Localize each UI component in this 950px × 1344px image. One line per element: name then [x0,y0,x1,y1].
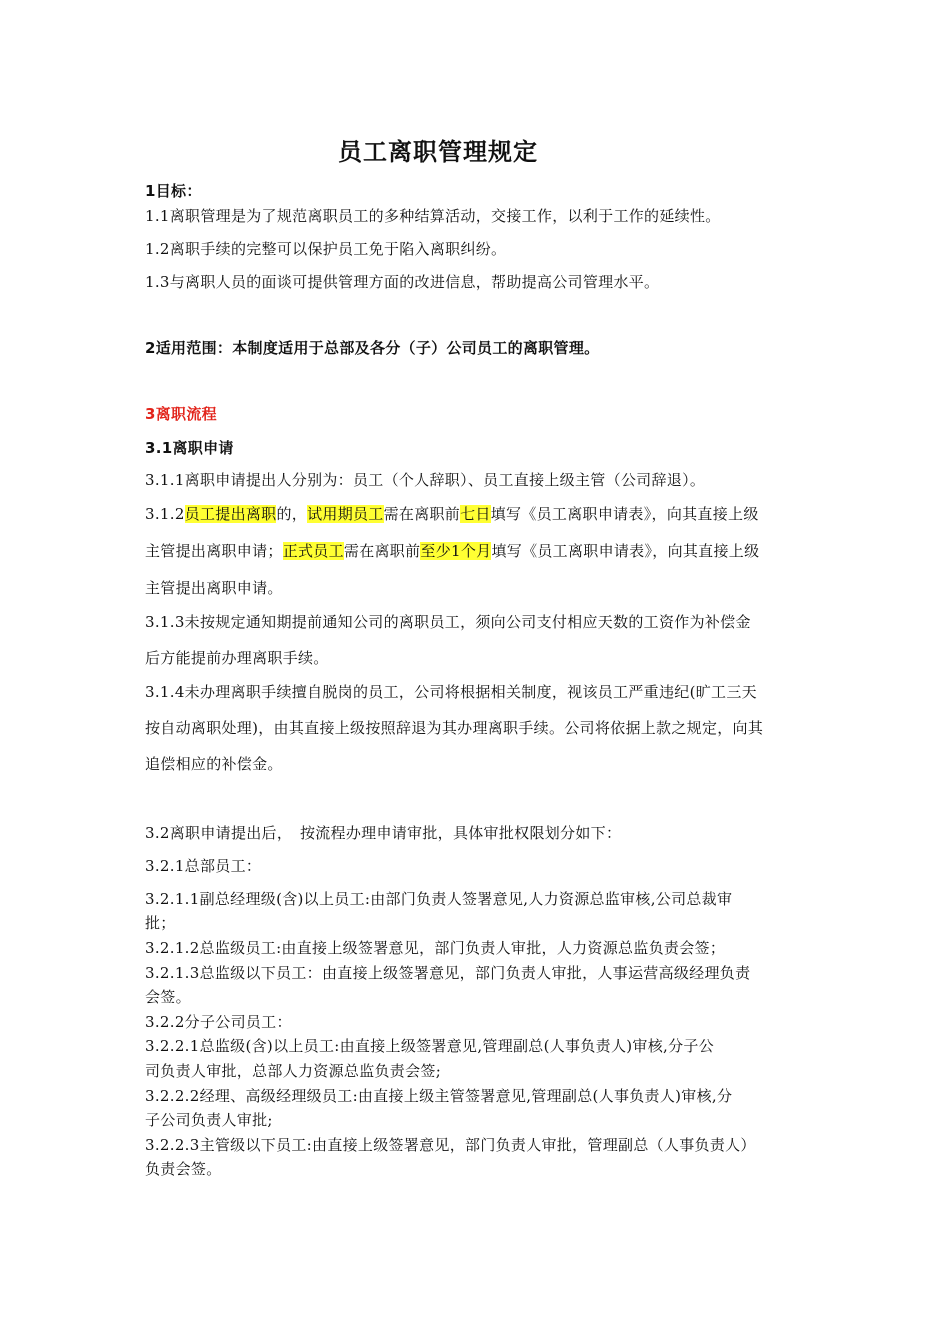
paragraph-3-2-1-1-line-2: 批； [145,914,176,932]
paragraph-3-2-2-1-line-1: 3.2.2.1总监级(含)以上员工:由直接上级签署意见,管理副总(人事负责人)审核,分子公 [145,1037,714,1055]
paragraph-1-2: 1.2离职手续的完整可以保护员工免于陷入离职纠纷。 [145,240,507,258]
highlight: 七日 [460,505,491,523]
highlight: 正式员工 [282,542,344,560]
section-3-heading: 3离职流程 [145,405,217,423]
paragraph-3-2-2-2-line-2: 子公司负责人审批; [145,1111,273,1129]
paragraph-3-2-1-1-line-1: 3.2.1.1副总经理级(含)以上员工:由部门负责人签署意见,人力资源总监审核,公司总裁审 [145,890,733,908]
paragraph-1-3: 1.3与离职人员的面谈可提供管理方面的改进信息，帮助提高公司管理水平。 [145,273,660,291]
text-run: 需在离职前 [343,542,421,560]
text-run: 主管提出离职申请； [145,542,283,560]
paragraph-3-1-3-line-1: 3.1.3未按规定通知期提前通知公司的离职员工，须向公司支付相应天数的工资作为补偿金 [145,613,751,631]
paragraph-3-2-1-3-line-1: 3.2.1.3总监级以下员工：由直接上级签署意见，部门负责人审批，人事运营高级经理负责 [145,964,751,982]
paragraph-3-1-4-line-3: 追偿相应的补偿金。 [145,755,283,773]
paragraph-3-2-1: 3.2.1总部员工： [145,857,262,875]
paragraph-3-2-2: 3.2.2分子公司员工： [145,1013,292,1031]
paragraph-3-2-2-3-line-2: 负责会签。 [145,1160,222,1178]
paragraph-3-2-2-3-line-1: 3.2.2.3主管级以下员工:由直接上级签署意见，部门负责人审批，管理副总（人事负责人） [145,1136,756,1154]
highlight: 试用期员工 [307,505,384,523]
section-3-1-heading: 3.1离职申请 [145,439,234,457]
section-2-heading: 2适用范围：本制度适用于总部及各分（子）公司员工的离职管理。 [145,339,600,357]
paragraph-3-2-2-2-line-1: 3.2.2.2经理、高级经理级员工:由直接上级主管签署意见,管理副总(人事负责人)审核,分 [145,1087,733,1105]
paragraph-3-1-2-line-1 [145,503,815,524]
paragraph-3-1-3-line-2: 后方能提前办理离职手续。 [145,649,329,667]
clause-number: 3.1.2 [145,505,185,523]
text-run: 填写《员工离职申请表》，向其直接上级 [490,505,759,523]
paragraph-1-1: 1.1离职管理是为了规范离职员工的多种结算活动，交接工作，以利于工作的延续性。 [145,207,721,225]
paragraph-3-2-1-3-line-2: 会签。 [145,988,191,1006]
text-run: 的， [276,505,308,523]
paragraph-3-1-1: 3.1.1离职申请提出人分别为：员工（个人辞职）、员工直接上级主管（公司辞退）。 [145,471,706,489]
highlight: 员工提出离职 [184,505,277,523]
paragraph-3-1-2-line-3: 主管提出离职申请。 [145,579,283,597]
paragraph-3-1-2-line-2 [145,540,815,561]
paragraph-3-2-2-1-line-2: 司负责人审批，总部人力资源总监负责会签; [145,1062,442,1080]
section-1-heading: 1目标： [145,182,202,200]
paragraph-3-1-4-line-2: 按自动离职处理)，由其直接上级按照辞退为其办理离职手续。公司将依据上款之规定，向其 [145,719,764,737]
paragraph-3-2: 3.2离职申请提出后， 按流程办理申请审批，具体审批权限划分如下： [145,824,622,842]
paragraph-3-1-4-line-1: 3.1.4未办理离职手续擅自脱岗的员工，公司将根据相关制度，视该员工严重违纪(旷工三天 [145,683,757,701]
highlight: 至少1个月 [420,542,492,560]
text-run: 需在离职前 [383,505,461,523]
document-title: 员工离职管理规定 [338,138,538,166]
text-run: 填写《员工离职申请表》，向其直接上级 [491,542,760,560]
paragraph-3-2-1-2: 3.2.1.2总监级员工:由直接上级签署意见，部门负责人审批，人力资源总监负责会签； [145,939,726,957]
